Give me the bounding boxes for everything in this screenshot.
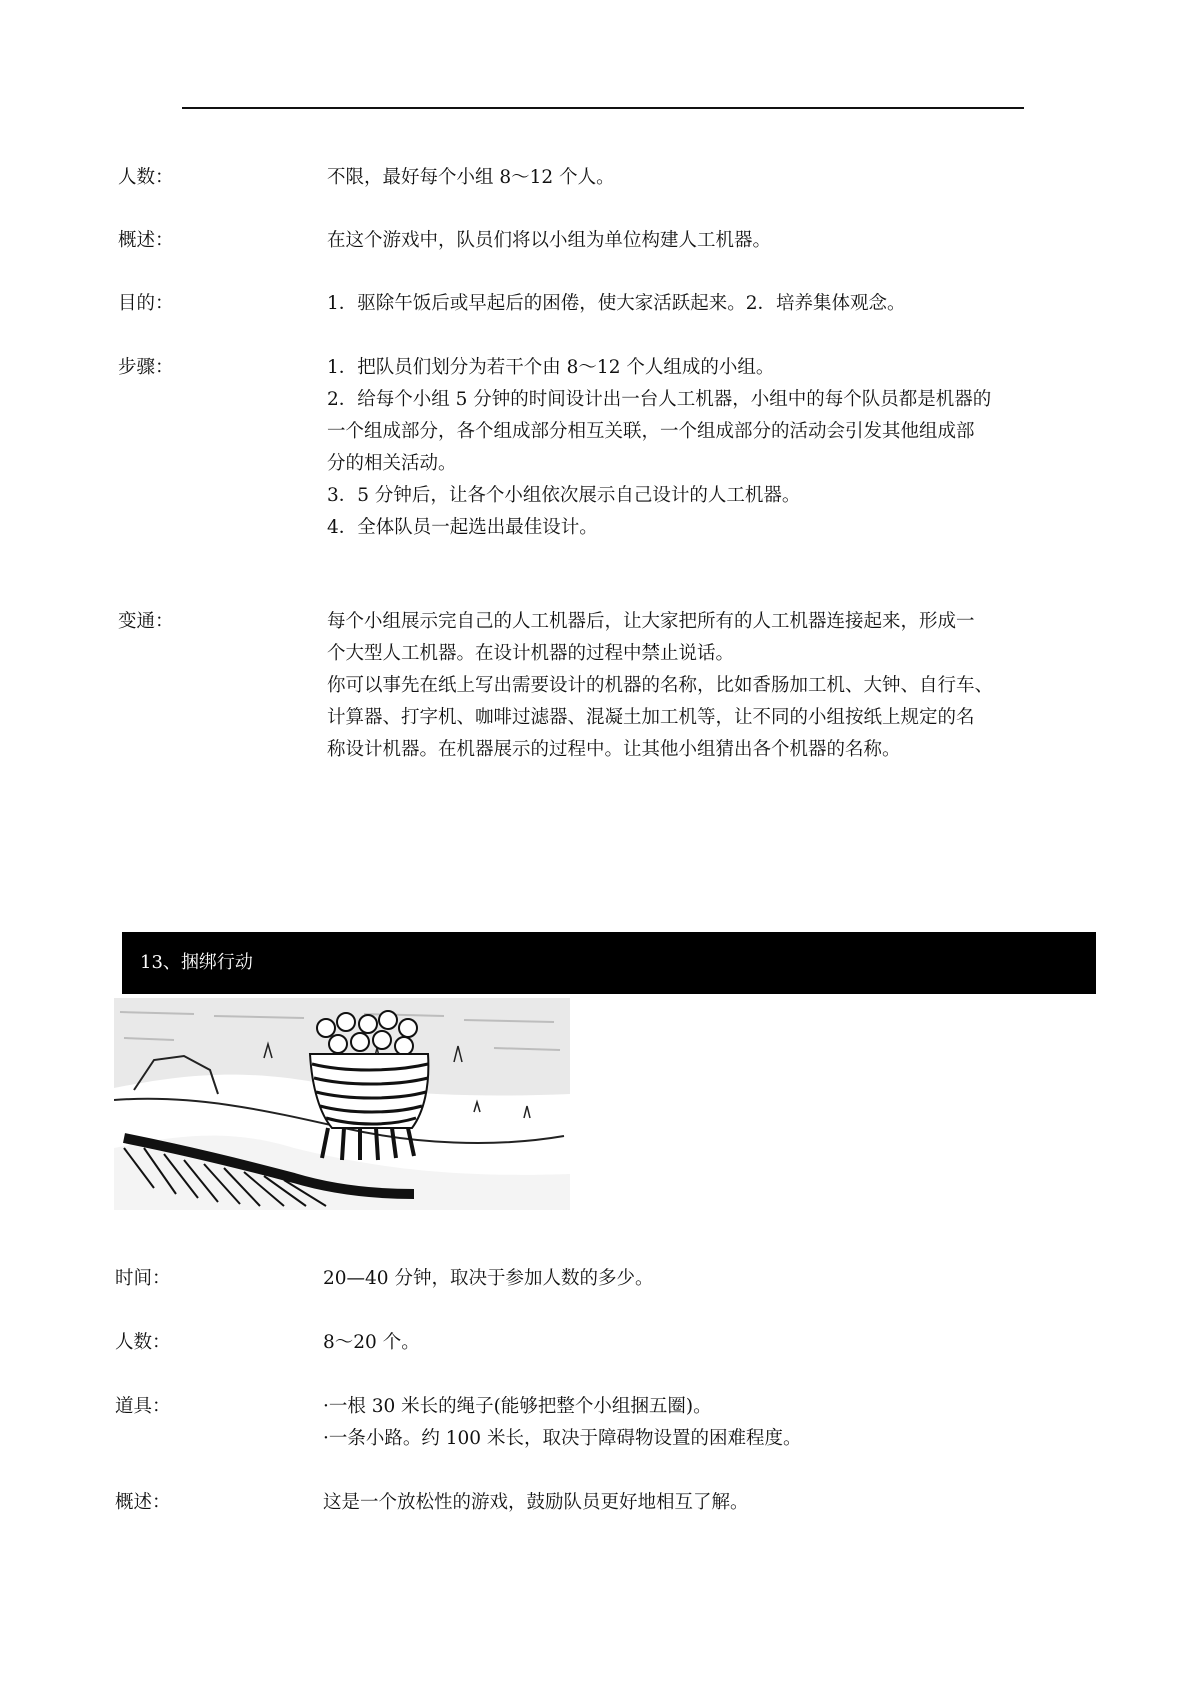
variation-line: 个大型人工机器。在设计机器的过程中禁止说话。	[327, 643, 735, 664]
top-divider	[182, 107, 1024, 109]
team-rope-illustration	[114, 998, 570, 1210]
steps-line: 分的相关活动。	[327, 453, 457, 474]
steps-label: 步骤：	[118, 357, 174, 378]
time-label: 时间：	[115, 1268, 171, 1289]
props-line: ·一条小路。约 100 米长，取决于障碍物设置的困难程度。	[323, 1428, 802, 1449]
section-title-banner	[122, 932, 1096, 994]
people-label: 人数：	[118, 167, 174, 188]
people-text: 不限，最好每个小组 8～12 个人。	[327, 167, 615, 188]
variation-text	[327, 606, 1087, 766]
variation-line: 每个小组展示完自己的人工机器后，让大家把所有的人工机器连接起来，形成一	[327, 611, 975, 632]
purpose-text: 1．驱除午饭后或早起后的困倦，使大家活跃起来。2．培养集体观念。	[327, 293, 906, 314]
props-text	[323, 1391, 1083, 1455]
steps-line: 一个组成部分，各个组成部分相互关联，一个组成部分的活动会引发其他组成部	[327, 421, 975, 442]
props-line: ·一根 30 米长的绳子(能够把整个小组捆五圈)。	[323, 1396, 712, 1417]
variation-line: 你可以事先在纸上写出需要设计的机器的名称，比如香肠加工机、大钟、自行车、	[327, 675, 994, 696]
game-overview-label: 概述：	[115, 1492, 171, 1513]
game-overview-text: 这是一个放松性的游戏，鼓励队员更好地相互了解。	[323, 1492, 749, 1513]
overview-label: 概述：	[118, 230, 174, 251]
variation-line: 计算器、打字机、咖啡过滤器、混凝土加工机等，让不同的小组按纸上规定的名	[327, 707, 975, 728]
steps-line: 1．把队员们划分为若干个由 8～12 个人组成的小组。	[327, 357, 775, 378]
steps-line: 4．全体队员一起选出最佳设计。	[327, 517, 598, 538]
time-text: 20—40 分钟，取决于参加人数的多少。	[323, 1268, 654, 1289]
people-count-text: 8～20 个。	[323, 1332, 420, 1353]
steps-line: 2．给每个小组 5 分钟的时间设计出一台人工机器，小组中的每个队员都是机器的	[327, 389, 992, 410]
section-title: 13、捆绑行动	[140, 952, 253, 973]
variation-line: 称设计机器。在机器展示的过程中。让其他小组猜出各个机器的名称。	[327, 739, 901, 760]
steps-text	[327, 352, 1087, 544]
people-count-label: 人数：	[115, 1332, 171, 1353]
variation-label: 变通：	[118, 611, 174, 632]
overview-text: 在这个游戏中，队员们将以小组为单位构建人工机器。	[327, 230, 772, 251]
steps-line: 3．5 分钟后，让各个小组依次展示自己设计的人工机器。	[327, 485, 801, 506]
purpose-label: 目的：	[118, 293, 174, 314]
props-label: 道具：	[115, 1396, 171, 1417]
